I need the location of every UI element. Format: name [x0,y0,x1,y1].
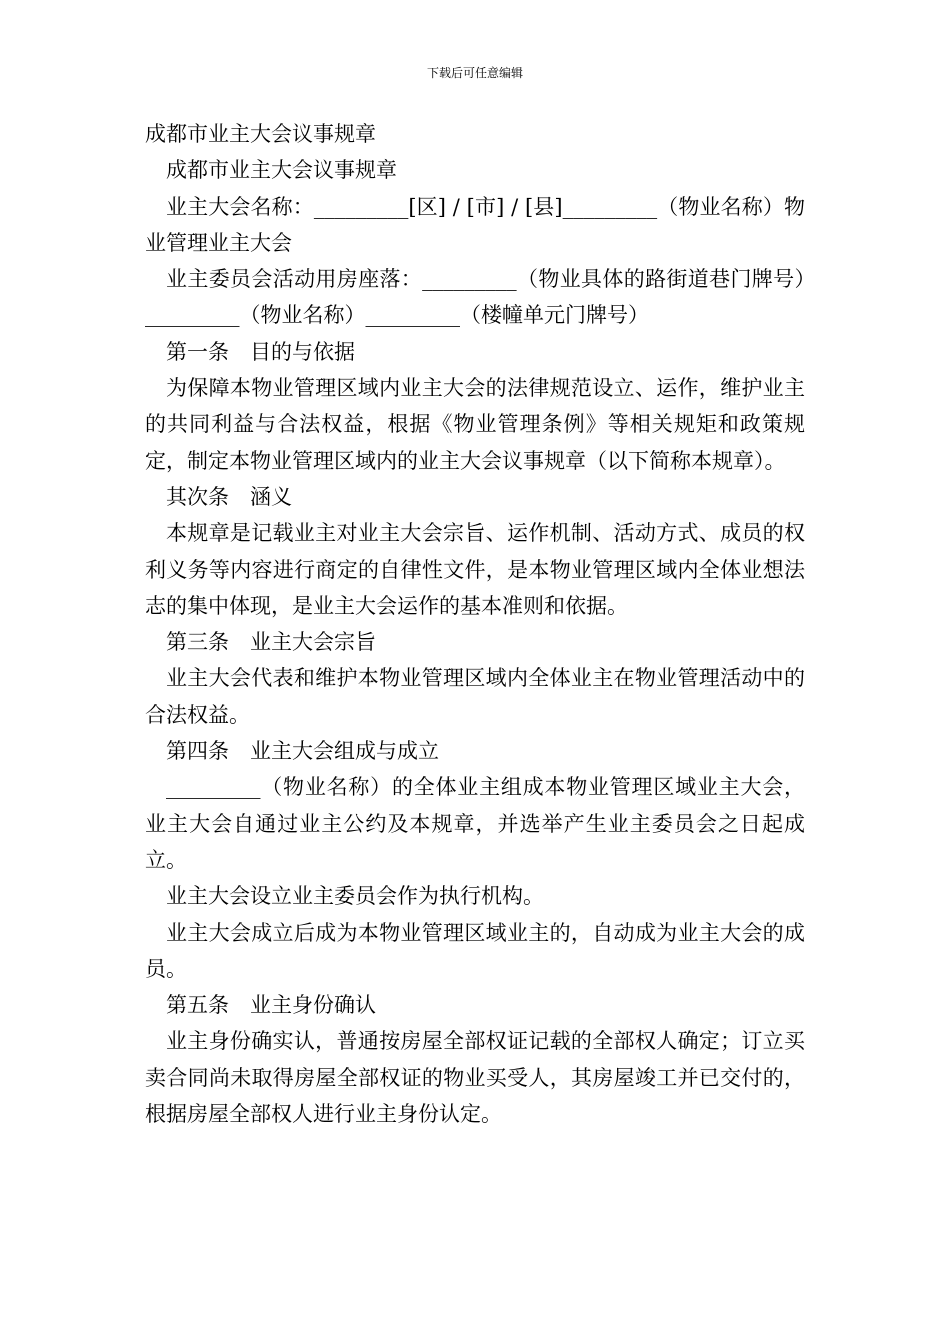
article-4-text-1: _________（物业名称）的全体业主组成本物业管理区域业主大会，业主大会自通过业主公约及本规章，并选举产生业主委员会之日起成立。 [145,775,805,872]
article-2-heading: 其次条 涵义 [166,484,292,509]
page-header-note: 下载后可任意编辑 [426,66,523,80]
document-body [145,116,805,1132]
article-1-heading: 第一条 目的与依据 [166,339,355,364]
article-3-heading: 第三条 业主大会宗旨 [166,630,376,655]
article-4-heading: 第四条 业主大会组成与成立 [166,739,439,764]
article-2-text: 本规章是记载业主对业主大会宗旨、运作机制、活动方式、成员的权利义务等内容进行商定的自律性文件，是本物业管理区域内全体业想法志的集中体现，是业主大会运作的基本准则和依据。 [145,521,805,618]
document-title: 成都市业主大会议事规章 [145,122,376,146]
committee-premises-location: 业主委员会活动用房座落：_________（物业具体的路街道巷门牌号）_________（物业名称）_________（楼幢单元门牌号） [145,267,805,328]
article-5-heading: 第五条 业主身份确认 [166,993,376,1018]
article-4-text-3: 业主大会成立后成为本物业管理区域业主的，自动成为业主大会的成员。 [145,920,805,981]
article-1-text: 为保障本物业管理区域内业主大会的法律规范设立、运作，维护业主的共同利益与合法权益，根据《物业管理条例》等相关规矩和政策规定，制定本物业管理区域内的业主大会议事规章（以下简称本规章）。 [145,376,805,473]
article-3-text: 业主大会代表和维护本物业管理区域内全体业主在物业管理活动中的合法权益。 [145,666,805,727]
document-subtitle: 成都市业主大会议事规章 [166,158,397,183]
owners-assembly-name: 业主大会名称：_________[区] / [市] / [县]_________（物业名称）物业管理业主大会 [145,194,805,255]
article-5-text: 业主身份确实认，普通按房屋全部权证记载的全部权人确定；订立买卖合同尚未取得房屋全部权证的物业买受人，其房屋竣工并已交付的，根据房屋全部权人进行业主身份认定。 [145,1029,805,1127]
article-4-text-2: 业主大会设立业主委员会作为执行机构。 [166,884,544,909]
